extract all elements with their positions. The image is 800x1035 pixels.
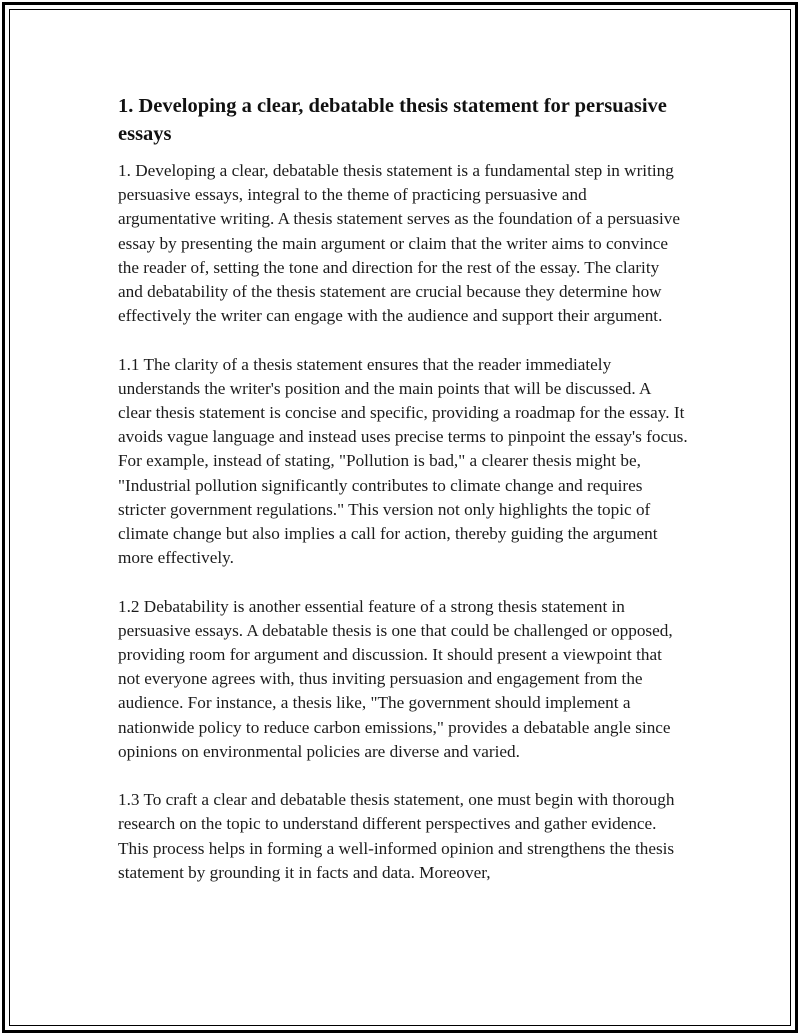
section-heading: 1. Developing a clear, debatable thesis statement for persuasive essays	[118, 95, 667, 145]
paragraph-intro: 1. Developing a clear, debatable thesis statement is a fundamental step in writing persuasive essays, integral to the theme of practicing persuasive and argumentative writing. A thesis statement serves as the foundation of a persuasive essay by presenting the main argument or claim that the writer aims to convince the reader of, setting the tone and direction for the rest of the essay. The clarity and debatability of the thesis statement are crucial because they determine how effectively the writer can engage with the audience and support their argument.	[118, 161, 680, 326]
paragraph-1-1: 1.1 The clarity of a thesis statement ensures that the reader immediately understands the writer's position and the main points that will be discussed. A clear thesis statement is concise and specific, providing a roadmap for the essay. It avoids vague language and instead uses precise terms to pinpoint the essay's focus. For example, instead of stating, "Pollution is bad," a clearer thesis might be, "Industrial pollution significantly contributes to climate change and requires stricter government regulations." This version not only highlights the topic of climate change but also implies a call for action, thereby guiding the argument more effectively.	[118, 354, 688, 568]
paragraph-1-3: 1.3 To craft a clear and debatable thesis statement, one must begin with thorough research on the topic to understand different perspectives and gather evidence. This process helps in forming a well-informed opinion and strengthens the thesis statement by grounding it in facts and data. Moreover,	[118, 790, 675, 882]
paragraph-1-2: 1.2 Debatability is another essential feature of a strong thesis statement in persuasive essays. A debatable thesis is one that could be challenged or opposed, providing room for argument and discussion. It should present a viewpoint that not everyone agrees with, thus inviting persuasion and engagement from the audience. For instance, a thesis like, "The government should implement a nationwide policy to reduce carbon emissions," provides a debatable angle since opinions on environmental policies are diverse and varied.	[118, 596, 673, 761]
document-body	[118, 92, 688, 909]
